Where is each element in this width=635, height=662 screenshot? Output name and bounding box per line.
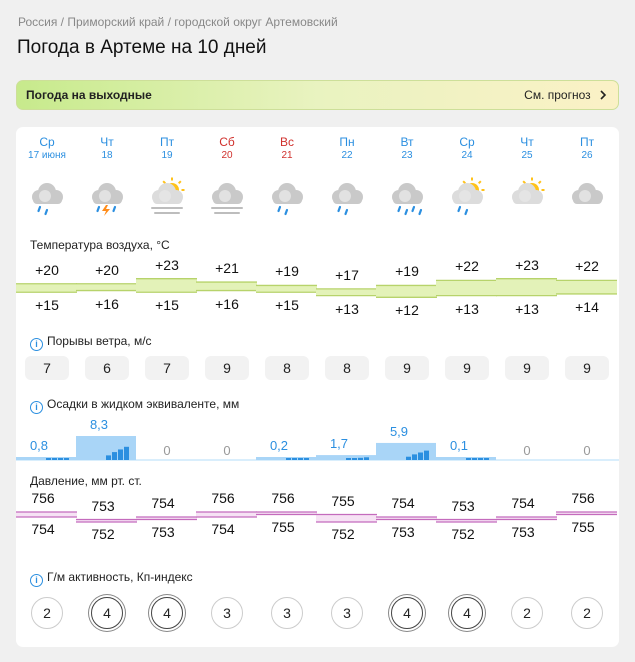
precip-hourly-bar xyxy=(364,457,369,460)
pressure-min: 752 xyxy=(331,526,355,542)
wind-gust-value: 7 xyxy=(25,356,69,380)
weekend-forecast-label: Погода на выходные xyxy=(26,88,152,102)
day-of-week: Ср xyxy=(459,135,475,149)
precip-hourly-bar xyxy=(412,454,417,460)
precip-hourly-bar xyxy=(418,452,423,460)
range-band-segment xyxy=(556,280,617,294)
range-band-segment xyxy=(16,512,77,517)
day-of-week: Сб xyxy=(219,135,235,149)
precip-hourly-bar xyxy=(286,458,291,460)
precip-label xyxy=(30,397,239,414)
precip-hourly-bar xyxy=(346,458,351,460)
temp-min: +15 xyxy=(155,297,179,314)
precip-value: 1,7 xyxy=(329,436,349,452)
sun-cloud-fog-icon xyxy=(145,175,189,219)
pressure-max: 754 xyxy=(391,495,415,511)
precip-hourly-bar xyxy=(466,458,471,460)
pressure-max: 754 xyxy=(151,495,175,511)
sun-cloud-icon xyxy=(505,175,549,219)
wind-gust-value: 6 xyxy=(85,356,129,380)
temp-max: +21 xyxy=(215,260,239,277)
precip-hourly-bar xyxy=(58,458,63,460)
cloud-thunder-icon xyxy=(85,175,129,219)
pressure-max: 756 xyxy=(271,490,295,506)
kp-index-circle: 4 xyxy=(151,597,183,629)
day-date: 19 xyxy=(161,150,173,161)
range-band-segment xyxy=(16,284,77,292)
pressure-min: 752 xyxy=(451,526,475,542)
day-of-week: Ср xyxy=(39,135,55,149)
kp-label-text: Г/м активность, Кп-индекс xyxy=(47,570,193,584)
pressure-max: 756 xyxy=(31,490,55,506)
day-column[interactable] xyxy=(137,135,197,161)
day-column[interactable] xyxy=(497,135,557,161)
info-icon[interactable]: i xyxy=(30,338,43,351)
day-date: 20 xyxy=(221,150,233,161)
range-band-segment xyxy=(436,280,497,295)
temp-min: +13 xyxy=(515,300,539,317)
cloud-rain-icon xyxy=(25,175,69,219)
kp-index-circle: 2 xyxy=(571,597,603,629)
precip-value: 0,8 xyxy=(29,438,49,453)
day-column[interactable] xyxy=(377,135,437,161)
day-date: 22 xyxy=(341,150,353,161)
range-band-segment xyxy=(316,289,377,296)
precip-value: 5,9 xyxy=(389,423,409,439)
precip-value: 8,3 xyxy=(89,417,109,432)
temp-min: +14 xyxy=(575,298,599,315)
temp-max: +20 xyxy=(35,261,59,278)
temperature-label: Температура воздуха, °С xyxy=(30,238,170,252)
wind-gust-value: 8 xyxy=(265,356,309,380)
precip-hourly-bar xyxy=(472,458,477,460)
pressure-min: 753 xyxy=(151,523,175,540)
pressure-min: 753 xyxy=(511,523,535,540)
day-column[interactable] xyxy=(557,135,617,161)
range-band-segment xyxy=(256,285,317,292)
temp-min: +15 xyxy=(35,297,59,314)
sun-cloud-rain-icon xyxy=(445,175,489,219)
day-of-week: Чт xyxy=(100,135,114,149)
precip-hourly-bar xyxy=(64,458,69,460)
precip-value: 0 xyxy=(163,443,171,458)
pressure-max: 753 xyxy=(451,497,475,514)
wind-gust-value: 9 xyxy=(565,356,609,380)
wind-gust-value: 7 xyxy=(145,356,189,380)
pressure-min: 752 xyxy=(91,526,115,542)
temp-min: +13 xyxy=(335,300,359,317)
precip-hourly-bar xyxy=(124,447,129,460)
precip-hourly-bar xyxy=(46,458,51,460)
precip-value: 0 xyxy=(583,443,591,458)
day-column[interactable] xyxy=(17,135,77,161)
precip-value: 0,2 xyxy=(269,438,289,453)
day-date: 21 xyxy=(281,150,293,161)
temp-max: +19 xyxy=(275,263,299,280)
breadcrumb[interactable]: Россия / Приморский край / городской округ Артемовский xyxy=(18,15,338,29)
temp-min: +13 xyxy=(455,300,479,317)
day-of-week: Пт xyxy=(159,135,175,149)
range-band-segment xyxy=(76,284,137,291)
wind-label xyxy=(30,334,152,351)
temp-min: +15 xyxy=(275,297,299,314)
chevron-right-icon xyxy=(598,90,608,100)
wind-gust-value: 9 xyxy=(505,356,549,380)
precip-hourly-bar xyxy=(52,458,57,460)
cloud-icon xyxy=(565,175,609,219)
day-column[interactable] xyxy=(437,135,497,161)
temp-max: +22 xyxy=(455,258,479,275)
range-band-segment xyxy=(316,515,377,523)
see-forecast-link-label: См. прогноз xyxy=(524,88,591,102)
day-date: 24 xyxy=(461,150,473,161)
page-title: Погода в Артеме на 10 дней xyxy=(17,37,267,58)
day-of-week: Пн xyxy=(339,135,355,149)
cloud-rain-icon xyxy=(325,175,369,219)
precip-hourly-bar xyxy=(112,452,117,460)
precip-hourly-bar xyxy=(478,458,483,460)
precip-hourly-bar xyxy=(352,458,357,460)
wind-label-text: Порывы ветра, м/с xyxy=(47,334,152,348)
pressure-max: 756 xyxy=(211,490,235,506)
precip-hourly-bar xyxy=(358,458,363,460)
wind-gust-value: 9 xyxy=(205,356,249,380)
precip-value: 0 xyxy=(223,443,231,458)
pressure-max: 754 xyxy=(511,495,535,511)
day-of-week: Пт xyxy=(579,135,595,149)
temp-max: +19 xyxy=(395,263,419,280)
pressure-min: 754 xyxy=(31,521,55,537)
cloud-fog-icon xyxy=(205,175,249,219)
wind-gust-value: 9 xyxy=(385,356,429,380)
range-band-segment xyxy=(196,512,257,517)
kp-index-circle: 4 xyxy=(91,597,123,629)
day-of-week: Вт xyxy=(400,135,414,149)
precip-hourly-bar xyxy=(484,458,489,460)
precip-hourly-bar xyxy=(118,449,123,460)
range-band-segment xyxy=(376,285,437,297)
day-of-week: Вс xyxy=(279,135,294,149)
day-column[interactable] xyxy=(257,135,317,161)
pressure-label: Давление, мм рт. ст. xyxy=(30,474,142,488)
weekend-forecast-banner[interactable] xyxy=(16,80,619,110)
wind-gust-value: 9 xyxy=(445,356,489,380)
day-column[interactable] xyxy=(317,135,377,161)
day-date: 17 июня xyxy=(28,150,66,161)
precip-hourly-bar xyxy=(304,458,309,460)
day-of-week: Чт xyxy=(520,135,534,149)
kp-index-circle: 4 xyxy=(391,597,423,629)
precip-label-text: Осадки в жидком эквиваленте, мм xyxy=(47,397,240,411)
range-band-segment xyxy=(136,279,197,293)
cloud-rain-icon xyxy=(265,175,309,219)
range-band-segment xyxy=(496,279,557,296)
pressure-min: 755 xyxy=(271,518,295,535)
temp-max: +23 xyxy=(155,256,179,273)
wind-gust-value: 8 xyxy=(325,356,369,380)
info-icon[interactable]: i xyxy=(30,401,43,414)
see-forecast-link[interactable] xyxy=(524,88,608,102)
temp-max: +20 xyxy=(95,261,119,278)
kp-index-circle: 4 xyxy=(451,597,483,629)
forecast-panel xyxy=(16,127,619,647)
range-band-segment xyxy=(196,282,257,290)
kp-index-circle: 2 xyxy=(511,597,543,629)
day-date: 26 xyxy=(581,150,593,161)
precip-value: 0,1 xyxy=(449,438,469,453)
day-date: 25 xyxy=(521,150,533,161)
kp-index-circle: 3 xyxy=(271,597,303,629)
pressure-min: 753 xyxy=(391,523,415,540)
day-column[interactable] xyxy=(77,135,137,161)
day-column[interactable] xyxy=(197,135,257,161)
precip-hourly-bar xyxy=(298,458,303,460)
day-date: 18 xyxy=(101,150,113,161)
temp-max: +22 xyxy=(575,258,599,275)
kp-index-circle: 3 xyxy=(331,597,363,629)
temp-max: +23 xyxy=(515,256,539,273)
info-icon[interactable]: i xyxy=(30,574,43,587)
temp-min: +12 xyxy=(395,302,419,319)
precip-hourly-bar xyxy=(406,457,411,460)
pressure-max: 756 xyxy=(571,490,595,506)
kp-label xyxy=(30,570,193,587)
temp-max: +17 xyxy=(335,266,359,283)
precip-value: 0 xyxy=(523,443,531,458)
pressure-max: 753 xyxy=(91,497,115,514)
precip-hourly-bar xyxy=(106,455,111,460)
temp-min: +16 xyxy=(215,295,239,312)
kp-index-circle: 3 xyxy=(211,597,243,629)
temp-min: +16 xyxy=(95,295,119,312)
pressure-max: 755 xyxy=(331,492,355,509)
kp-index-circle: 2 xyxy=(31,597,63,629)
cloud-rain-heavy-icon xyxy=(385,175,429,219)
day-date: 23 xyxy=(401,150,413,161)
precip-hourly-bar xyxy=(292,458,297,460)
pressure-min: 755 xyxy=(571,518,595,535)
pressure-min: 754 xyxy=(211,521,235,537)
